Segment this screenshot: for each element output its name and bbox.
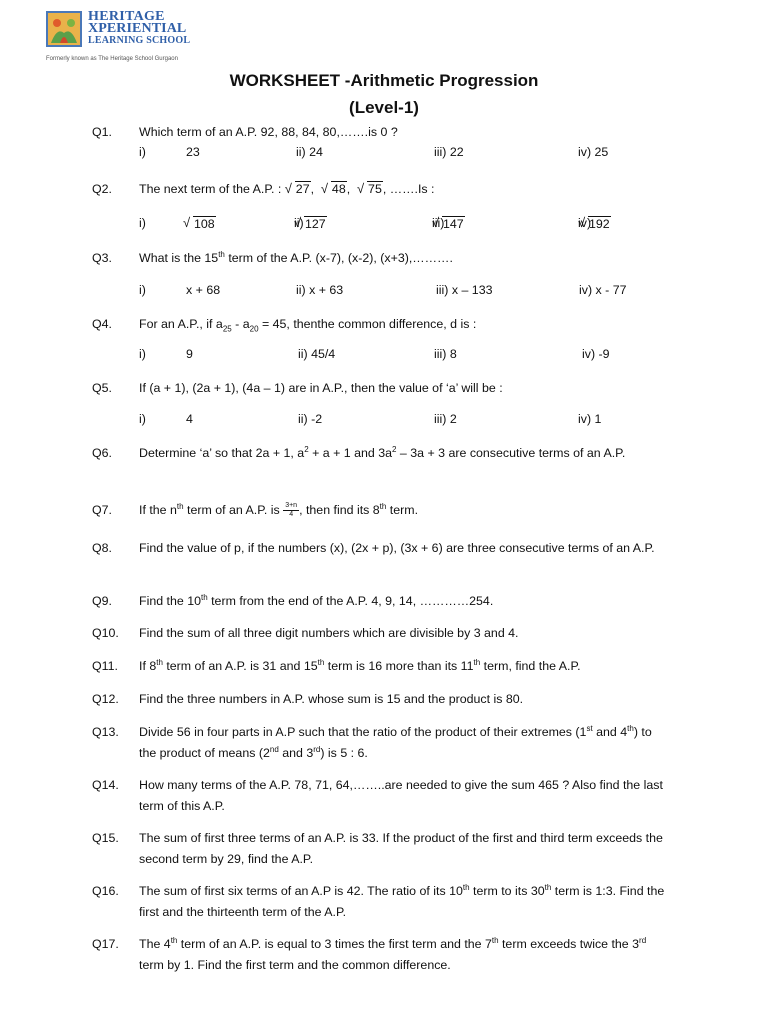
question-number: Q17. [92,937,119,951]
text-part: term, find the A.P. [480,659,581,673]
superscript: th [201,592,208,602]
question-text [139,934,671,976]
question-text [139,500,671,521]
text-part: , then find its 8 [299,503,380,517]
option-4: iv) 1 [578,412,602,426]
question-number: Q6. [92,446,112,460]
option-1-label: i) [139,412,146,426]
question-number: Q10. [92,626,119,640]
text-part: term of an A.P. is 31 and 15 [162,659,318,673]
option-4: iv) -9 [582,347,610,361]
option-3: iii) x – 133 [436,283,493,297]
school-name-line1: HERITAGE [88,9,165,24]
sqrt-48 [321,179,347,200]
text-part: = 45, thenthe common difference, d is : [258,317,477,331]
question-text [139,443,671,464]
superscript: nd [269,744,279,754]
superscript: th [491,935,499,945]
radicand: 127 [305,217,326,231]
text-part: term to its 30 [469,884,545,898]
formerly-known-as: Formerly known as The Heritage School Gurgaon [46,56,178,62]
question-number: Q7. [92,503,112,517]
numerator: 3+n [285,502,298,510]
question-text: Find the sum of all three digit numbers which are divisible by 3 and 4. [139,626,519,640]
question-number: Q12. [92,692,119,706]
option-1-label: i) [139,283,146,297]
superscript: th [379,501,387,511]
question-10 [92,623,672,644]
text-part: What is the 15 [139,251,219,265]
option-3: iii) 22 [434,145,464,159]
question-9 [92,591,672,612]
denominator: 4 [289,511,294,519]
sqrt-75 [357,179,383,200]
worksheet-title: WORKSHEET -Arithmetic Progression [229,71,539,90]
option-1-value: 9 [186,347,193,361]
school-logo [46,11,226,67]
question-text [139,722,671,764]
text-part: term of an A.P. is [183,503,284,517]
question-number: Q3. [92,251,112,265]
text-part: and 3 [278,746,314,760]
question-5 [92,378,672,399]
question-16 [92,881,672,923]
question-text: The sum of first three terms of an A.P. is 33. If the product of the first and third term exceeds the second term by 29, find the A.P. [139,831,663,866]
text-part: term of the A.P. (x-7), (x-2), (x+3),………. [224,251,453,265]
text-part: If the n [139,503,177,517]
question-number: Q5. [92,381,112,395]
text-part: term. [386,503,419,517]
question-17 [92,934,672,976]
question-7 [92,500,672,521]
school-name-line3: LEARNING SCHOOL [88,35,191,46]
worksheet-level: (Level-1) [349,98,419,117]
question-1 [92,122,672,143]
option-2: ii) -2 [298,412,323,426]
question-text [139,591,671,612]
question-6 [92,443,672,485]
option-2: ii) 45/4 [298,347,336,361]
question-4-options [139,347,659,367]
question-number: Q13. [92,725,119,739]
superscript: th [473,657,481,667]
radicand: 27 [295,182,310,196]
question-number: Q16. [92,884,119,898]
text-part: + a + 1 and 3a [308,446,393,460]
text-part: If 8 [139,659,157,673]
question-text: The next term of the A.P. : √ 27, √ 48, √ 75, …….Is : [139,179,671,200]
radicand: 192 [589,217,610,231]
text-part: term from the end of the A.P. 4, 9, 14, …………254. [207,594,494,608]
option-1-label: i) [139,216,146,230]
text-part: ) is 5 : 6. [320,746,368,760]
question-1-options [139,145,659,165]
question-text [139,248,671,269]
superscript: 2 [392,444,397,454]
question-15 [92,828,672,870]
superscript: rd [639,935,647,945]
school-emblem-icon [46,11,82,47]
text-part: For an A.P., if a [139,317,223,331]
question-number: Q14. [92,778,119,792]
text-part: - a [231,317,250,331]
question-11 [92,656,672,677]
text-part: term of an A.P. is equal to 3 times the first term and the 7 [177,937,492,951]
question-12 [92,689,672,710]
radicand: 48 [331,182,346,196]
option-3: iii) 8 [434,347,457,361]
option-2: ii) 24 [296,145,323,159]
option-label: iii) [432,216,445,230]
option-1-value: 23 [186,145,200,159]
question-number: Q9. [92,594,112,608]
text-part: Find the 10 [139,594,201,608]
superscript: th [218,249,225,259]
question-text: How many terms of the A.P. 78, 71, 64,……..are needed to give the sum 465 ? Also find the last term of this A.P. [139,778,663,813]
school-name [88,11,190,47]
radicand: 108 [194,217,215,231]
text-part: The 4 [139,937,171,951]
superscript: th [462,882,470,892]
question-number: Q2. [92,182,112,196]
option-1-value: x + 68 [186,283,221,297]
question-number: Q11. [92,659,118,673]
text-part: and 4 [592,725,628,739]
sqrt-27 [285,179,311,200]
question-14 [92,775,672,817]
question-4 [92,314,672,335]
fraction [283,502,299,519]
question-13 [92,722,672,764]
question-5-options [139,412,659,432]
question-text [139,314,671,335]
superscript: st [586,723,593,733]
question-text: Find the value of p, if the numbers (x), (2x + p), (3x + 6) are three consecutive terms of an A.P. [139,541,655,555]
question-number: Q4. [92,317,112,331]
question-3 [92,248,672,269]
superscript: th [544,882,552,892]
option-1-value: 4 [186,412,193,426]
superscript: th [170,935,178,945]
option-4: iv) x - 77 [579,283,627,297]
question-text: Find the three numbers in A.P. whose sum is 15 and the product is 80. [139,692,524,706]
text-part: term is 1:3. Find the first and the thirteenth term of the A.P. [139,884,665,919]
option-3: iii) 2 [434,412,457,426]
option-4: iv) 25 [578,145,609,159]
superscript: 2 [304,444,309,454]
option-1-label: i) [139,145,146,159]
superscript: rd [313,744,321,754]
question-text [139,881,671,923]
text-part: – 3a + 3 are consecutive terms of an A.P. [396,446,626,460]
option-label: iv) [578,216,592,230]
option-2: ii) x + 63 [296,283,344,297]
superscript: th [627,723,634,733]
text-part: term exceeds twice the 3 [498,937,640,951]
option-1-label: i) [139,347,146,361]
question-text: Which term of an A.P. 92, 88, 84, 80,…….is 0 ? [139,125,398,139]
question-3-options [139,283,659,303]
question-text [139,656,671,677]
text-part: term by 1. Find the first term and the common difference. [139,958,451,972]
question-8 [92,538,672,580]
text-part: Divide 56 in four parts in A.P such that the ratio of the product of their extremes (1 [139,725,587,739]
text-part: term is 16 more than its 11 [324,659,474,673]
option-label: ii) [294,216,304,230]
question-2-options [139,216,659,236]
superscript: th [317,657,325,667]
question-2 [92,179,672,200]
text-part: , …….Is : [382,182,435,196]
subscript: 20 [249,324,259,334]
radicand: 147 [443,217,464,231]
question-number: Q8. [92,541,112,555]
question-text: If (a + 1), (2a + 1), (4a – 1) are in A.P., then the value of ‘a’ will be : [139,381,503,395]
superscript: th [156,657,163,667]
text-part: ) to the product of means (2 [139,725,652,760]
radicand: 75 [368,182,382,196]
subscript: 25 [222,324,232,334]
question-number: Q15. [92,831,119,845]
school-name-line2: XPERIENTIAL [88,21,187,36]
text-part: The next term of the A.P. : [139,182,285,196]
text-part: Determine ‘a’ so that 2a + 1, a [139,446,305,460]
superscript: th [176,501,184,511]
text-part: The sum of first six terms of an A.P is 42. The ratio of its 10 [139,884,463,898]
question-number: Q1. [92,125,112,139]
